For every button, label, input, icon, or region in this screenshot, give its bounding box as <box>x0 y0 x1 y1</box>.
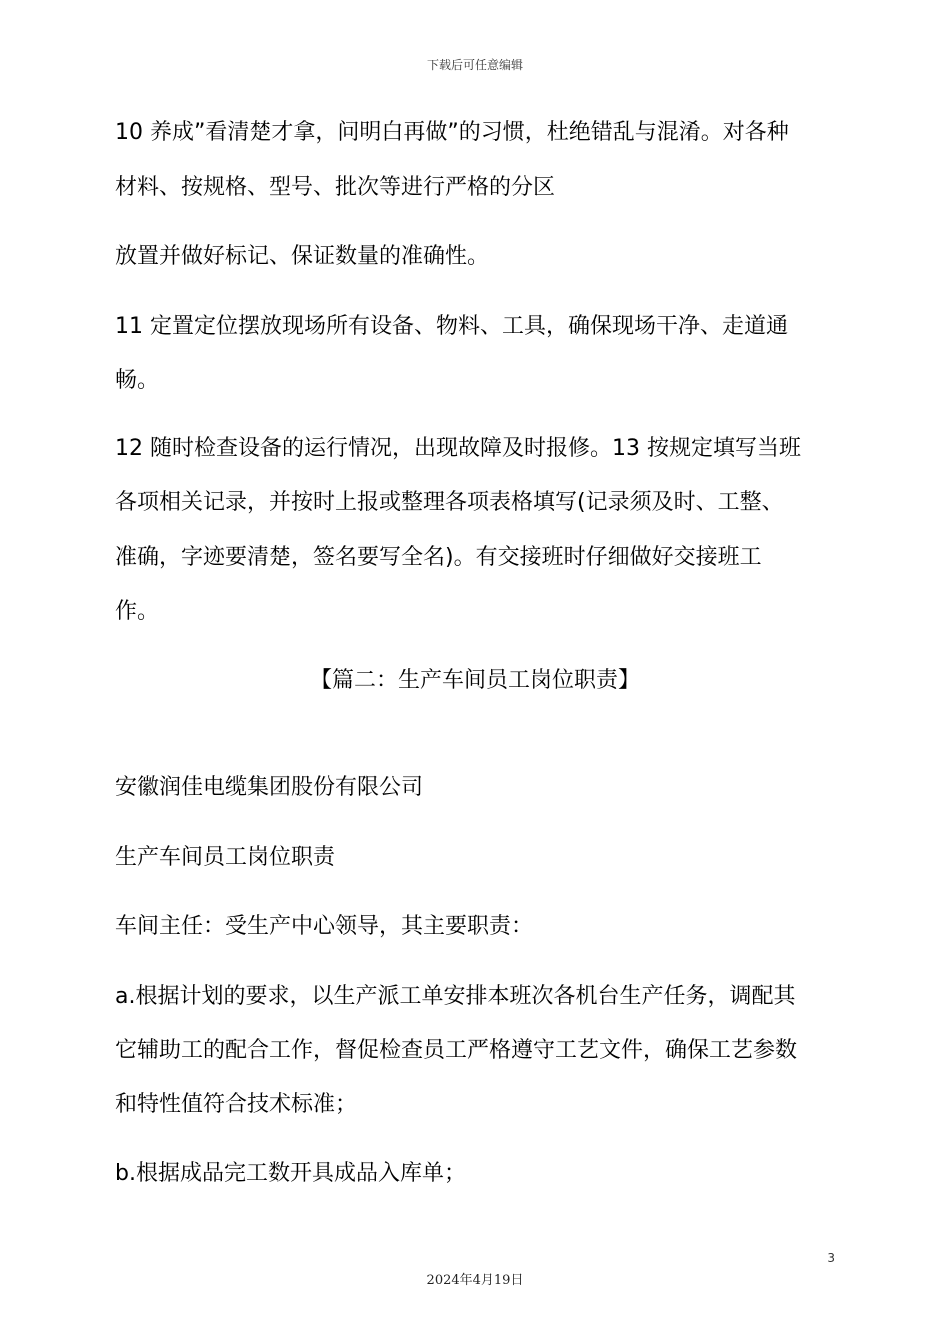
footer-date: 2024年4月19日 <box>426 1273 524 1288</box>
body-line: 11 定置定位摆放现场所有设备、物料、工具，确保现场干净、走道通 <box>115 314 788 339</box>
body-line: 准确，字迹要清楚，签名要写全名)。有交接班时仔细做好交接班工 <box>115 545 762 570</box>
body-line: 和特性值符合技术标准； <box>115 1092 358 1117</box>
body-line: 材料、按规格、型号、批次等进行严格的分区 <box>115 175 556 200</box>
body-line: 各项相关记录，并按时上报或整理各项表格填写(记录须及时、工整、 <box>115 490 784 515</box>
body-line: 作。 <box>115 599 160 624</box>
body-line: 它辅助工的配合工作，督促检查员工严格遵守工艺文件，确保工艺参数 <box>115 1038 798 1063</box>
page-header-note: 下载后可任意编辑 <box>426 58 523 72</box>
body-line: 车间主任：受生产中心领导，其主要职责： <box>115 914 534 939</box>
body-line: 生产车间员工岗位职责 <box>115 845 336 870</box>
body-line: b.根据成品完工数开具成品入库单； <box>115 1161 466 1186</box>
body-line: 放置并做好标记、保证数量的准确性。 <box>115 244 490 269</box>
body-line: 安徽润佳电缆集团股份有限公司 <box>115 775 424 800</box>
body-line: 10 养成”看清楚才拿，问明白再做”的习惯，杜绝错乱与混淆。对各种 <box>115 120 789 145</box>
body-line: 畅。 <box>115 368 160 393</box>
body-line: 12 随时检查设备的运行情况，出现故障及时报修。13 按规定填写当班 <box>115 436 801 461</box>
body-line: a.根据计划的要求，以生产派工单安排本班次各机台生产任务，调配其 <box>115 984 796 1009</box>
section-title: 【篇二：生产车间员工岗位职责】 <box>309 668 640 693</box>
page-number: 3 <box>827 1251 835 1265</box>
